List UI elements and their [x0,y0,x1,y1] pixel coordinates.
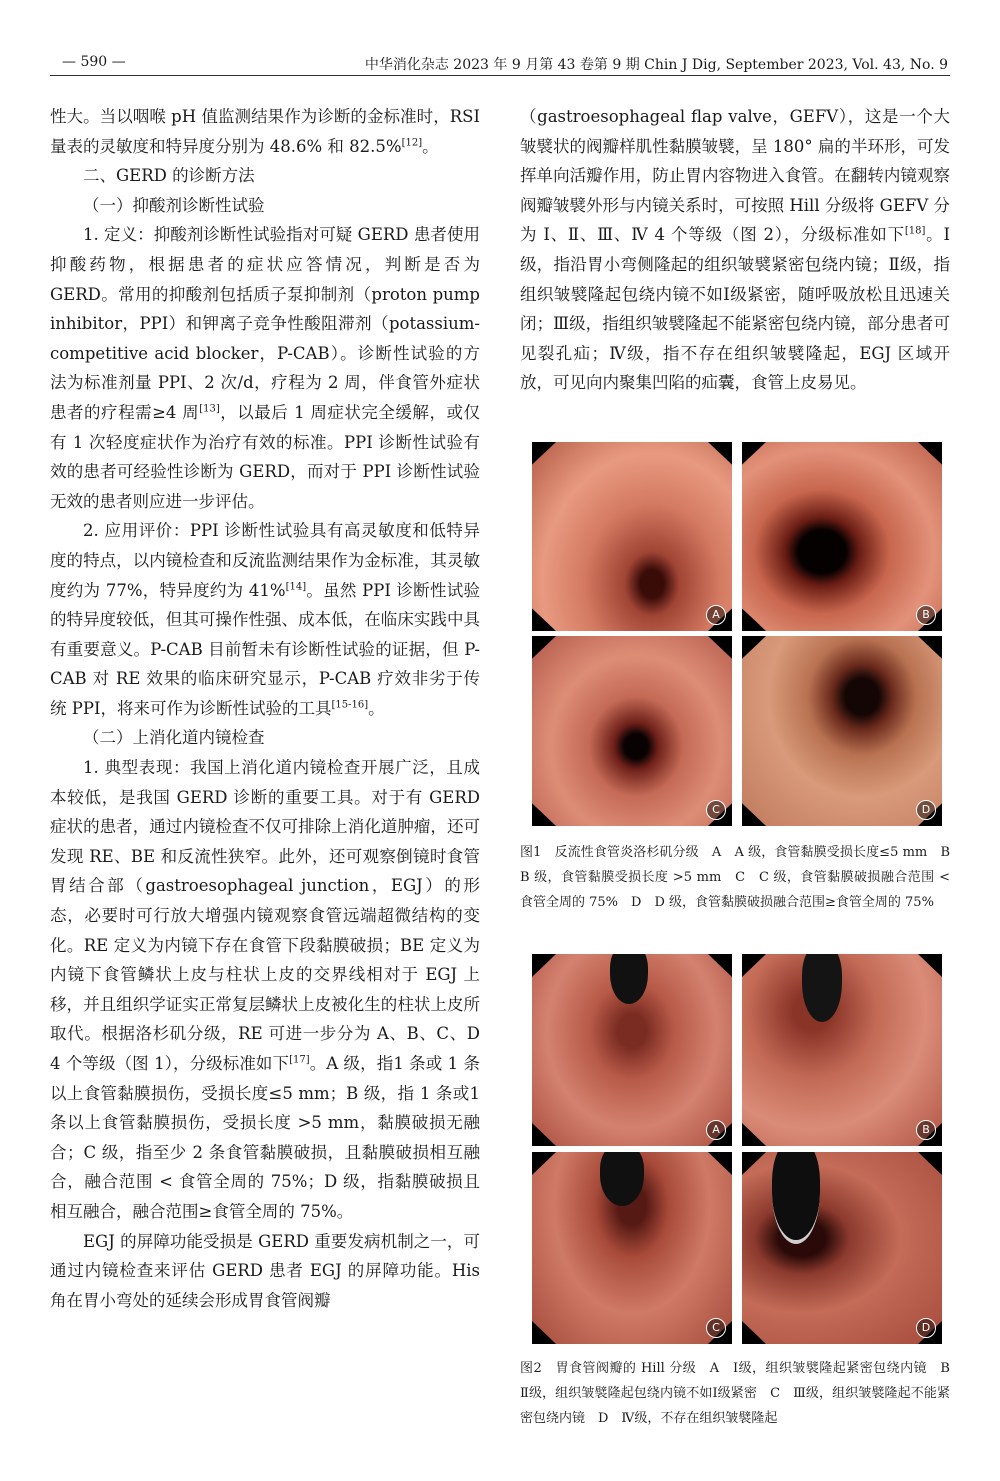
citation-reference: [14] [285,581,307,592]
endoscopy-image-1c [532,636,732,826]
panel-label: D [916,800,936,820]
paragraph-text: 2. 应用评价：PPI 诊断性试验具有高灵敏度和低特异度的特点，以内镜检查和反流监测结果作为金标准，其灵敏度约为 77%，特异度约为 41% [50,521,480,600]
paragraph-text: 。虽然 PPI 诊断性试验的特异度较低，但其可操作性强、成本低，在临床实践中具有重要意义。P-CAB 目前暂未有诊断性试验的证据，但 P-CAB 对 RE 效果的临床研究显示，P-CAB 疗效非劣于传统 PPI，将来可作为诊断性试验的工具 [50,580,480,718]
body-paragraph [50,102,480,161]
paragraph-text: 。Ⅰ级，指沿胃小弯侧隆起的组织皱襞紧密包绕内镜；Ⅱ级，指组织皱襞隆起包绕内镜不如Ⅰ级紧密，随呼吸放松且迅速关闭；Ⅲ级，指组织皱襞隆起不能紧密包绕内镜，部分患者可见裂孔疝；Ⅳ级，指不存在组织皱襞隆起，EGJ 区域开放，可见向内聚集凹陷的疝囊，食管上皮易见。 [520,225,950,393]
citation-reference: [12] [401,137,423,149]
body-paragraph [50,191,480,221]
paragraph-text: 二、GERD 的诊断方法 [83,166,255,186]
citation-reference: [17] [289,1054,310,1066]
body-paragraph [50,753,480,1227]
paragraph-text: （一）抑酸剂诊断性试验 [83,195,265,215]
body-paragraph [50,220,480,516]
paragraph-text: 1. 定义：抑酸剂诊断性试验指对可疑 GERD 患者使用抑酸药物，根据患者的症状应答情况，判断是否为 GERD。常用的抑酸剂包括质子泵抑制剂（proton pump inhibitor，PPI）和钾离子竞争性酸阻滞剂（potassium-competitive acid blocker，P-CAB）。诊断性试验的方法为标准剂量 PPI、2 次/d，疗程为 2 周，伴食管外症状患者的疗程需≥4 周 [50,225,480,422]
figure-1-caption: 图1 反流性食管炎洛杉矶分级 A A 级，食管黏膜受损长度≤5 mm B B 级，食管黏膜受损长度 >5 mm C C 级，食管黏膜破损融合范围 < 食管全周的 75% D D 级，食管黏膜破损融合范围≥食管全周的 75% [520,845,964,910]
paragraph-text: 。 [422,136,439,156]
endoscopy-image-2d [742,1152,942,1344]
panel-label: A [706,1120,726,1140]
figure-2-panels [532,954,942,1344]
body-paragraph [50,723,480,753]
citation-reference: [15-16] [331,699,369,711]
panel-label: B [916,1120,936,1140]
endoscopy-image-1b [742,442,942,631]
header-rule [50,75,950,76]
endoscopy-image-2b [742,954,942,1146]
citation-reference: [18] [904,225,926,237]
endoscopy-image-1d [742,636,942,826]
endoscopy-image-2c [532,1152,732,1344]
figure-1-panels [532,442,942,826]
paragraph-text: 。 [368,698,385,718]
paragraph-text: 性大。当以咽喉 pH 值监测结果作为诊断的金标准时，RSI 量表的灵敏度和特异度分别为 48.6% 和 82.5% [50,107,480,156]
body-paragraph [50,161,480,191]
citation-reference: [13] [199,403,220,415]
panel-label: B [916,605,936,625]
paragraph-text: EGJ 的屏障功能受损是 GERD 重要发病机制之一，可通过内镜检查来评估 GERD 患者 EGJ 的屏障功能。His 角在胃小弯处的延续会形成胃食管阀瓣 [50,1231,480,1310]
paragraph-text: （gastroesophageal flap valve，GEFV），这是一个大皱襞状的阀瓣样肌性黏膜皱襞，呈 180° 扁的半环形，可发挥单向活瓣作用，防止胃内容物进入食管。在翻转内镜观察阀瓣皱襞外形与内镜关系时，可按照 Hill 分级将 GEFV 分为 Ⅰ、Ⅱ、Ⅲ、Ⅳ 4 个等级（图 2），分级标准如下 [520,107,950,245]
page-number: — 590 — [62,54,126,70]
page-header [50,50,950,76]
paragraph-text: ，以最后 1 周症状完全缓解，或仅有 1 次轻度症状作为治疗有效的标准。PPI 诊断性试验有效的患者可经验性诊断为 GERD，而对于 PPI 诊断性试验无效的患者则应进一步评估。 [50,402,480,511]
panel-label: A [706,605,726,625]
body-paragraph [520,102,950,398]
paragraph-text: 。A 级，指1 条或 1 条以上食管黏膜损伤，受损长度≤5 mm；B 级，指 1 条或1 条以上食管黏膜损伤，受损长度 >5 mm，黏膜破损无融合；C 级，指至少 2 条食管黏膜破损，且黏膜破损相互融合，融合范围 < 食管全周的 75%；D 级，指黏膜破损且相互融合，融合范围≥食管全周的 75%。 [50,1054,480,1221]
right-text-column [520,102,950,398]
paragraph-text: （二）上消化道内镜检查 [83,728,265,748]
body-paragraph [50,1227,480,1316]
body-paragraph [50,516,480,723]
left-text-column [50,102,480,1315]
endoscopy-image-2a [532,954,732,1146]
figure-2-caption: 图2 胃食管阀瓣的 Hill 分级 A Ⅰ级，组织皱襞隆起紧密包绕内镜 B Ⅱ级，组织皱襞隆起包绕内镜不如Ⅰ级紧密 C Ⅲ级，组织皱襞隆起不能紧密包绕内镜 D Ⅳ级，不存在组织皱襞隆起 [520,1361,964,1426]
paragraph-text: 1. 典型表现：我国上消化道内镜检查开展广泛，且成本较低，是我国 GERD 诊断的重要工具。对于有 GERD 症状的患者，通过内镜检查不仅可排除上消化道肿瘤，还可发现 RE、BE 和反流性狭窄。此外，还可观察倒镜时食管胃结合部（gastroesophageal junction，EGJ）的形态，必要时可行放大增强内镜观察食管远端超微结构的变化。RE 定义为内镜下存在食管下段黏膜破损；BE 定义为内镜下食管鳞状上皮与柱状上皮的交界线相对于 EGJ 上移，并且组织学证实正常复层鳞状上皮被化生的柱状上皮所取代。根据洛杉矶分级，RE 可进一步分为 A、B、C、D 4 个等级（图 1），分级标准如下 [50,758,480,1073]
panel-label: C [706,800,726,820]
panel-label: D [916,1318,936,1338]
endoscopy-image-1a [532,442,732,631]
panel-label: C [706,1318,726,1338]
journal-citation: 中华消化杂志 2023 年 9 月第 43 卷第 9 期 Chin J Dig, September 2023, Vol. 43, No. 9 [364,57,948,73]
